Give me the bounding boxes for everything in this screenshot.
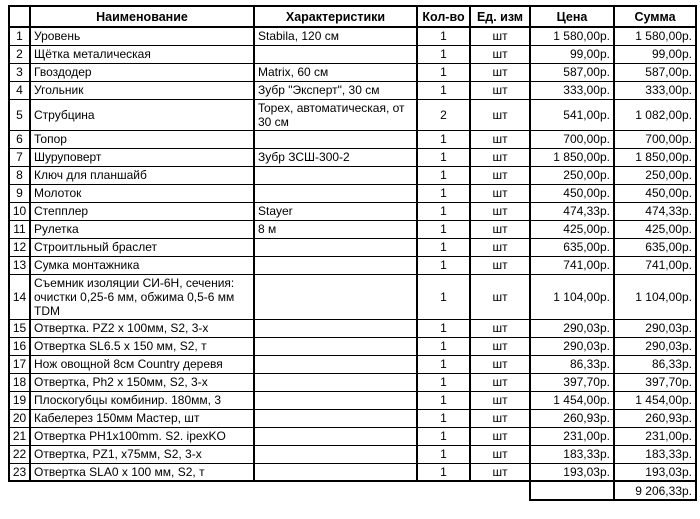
cell-unit: шт [470, 463, 530, 481]
table-row [9, 184, 696, 202]
cell-qty: 1 [417, 355, 470, 373]
cell-price: 1 454,00р. [530, 391, 614, 409]
cell-qty: 1 [417, 463, 470, 481]
price-table [8, 5, 697, 501]
cell-sum: 183,33р. [614, 445, 696, 463]
table-row [9, 445, 696, 463]
table-row [9, 355, 696, 373]
cell-spec [254, 463, 417, 481]
cell-qty: 1 [417, 220, 470, 238]
cell-unit: шт [470, 45, 530, 63]
table-body [9, 27, 696, 481]
cell-qty: 1 [417, 45, 470, 63]
cell-name: Плоскогубцы комбинир. 180мм, 3 [30, 391, 254, 409]
cell-unit: шт [470, 409, 530, 427]
cell-qty: 1 [417, 202, 470, 220]
cell-sum: 86,33р. [614, 355, 696, 373]
cell-qty: 1 [417, 427, 470, 445]
cell-unit: шт [470, 337, 530, 355]
table-row [9, 148, 696, 166]
cell-qty: 1 [417, 274, 470, 319]
cell-spec [254, 256, 417, 274]
cell-spec: Stabila, 120 см [254, 27, 417, 45]
cell-sum: 1 104,00р. [614, 274, 696, 319]
cell-price: 333,00р. [530, 81, 614, 99]
cell-name: Съемник изоляции СИ-6Н, сечения: очистки 0,25-6 мм, обжима 0,5-6 мм TDM [30, 274, 254, 319]
cell-price: 425,00р. [530, 220, 614, 238]
cell-unit: шт [470, 202, 530, 220]
cell-row-number: 19 [9, 391, 30, 409]
cell-spec [254, 409, 417, 427]
cell-name: Рулетка [30, 220, 254, 238]
header-cell-number [9, 6, 30, 27]
cell-row-number: 16 [9, 337, 30, 355]
cell-spec: Topex, автоматическая, от 30 см [254, 99, 417, 130]
cell-spec: Зубр ЗСШ-300-2 [254, 148, 417, 166]
cell-spec: Зубр "Эксперт", 30 см [254, 81, 417, 99]
table-row [9, 220, 696, 238]
cell-price: 1 104,00р. [530, 274, 614, 319]
cell-sum: 425,00р. [614, 220, 696, 238]
cell-sum: 450,00р. [614, 184, 696, 202]
cell-sum: 587,00р. [614, 63, 696, 81]
cell-qty: 1 [417, 319, 470, 337]
cell-name: Степплер [30, 202, 254, 220]
cell-sum: 260,93р. [614, 409, 696, 427]
table-row [9, 274, 696, 319]
total-sum-cell: 9 206,33р. [614, 481, 696, 500]
cell-name: Отвертка, PZ1, х75мм, S2, 3-х [30, 445, 254, 463]
cell-price: 183,33р. [530, 445, 614, 463]
table-row [9, 99, 696, 130]
header-cell-qty: Кол-во [417, 6, 470, 27]
cell-price: 541,00р. [530, 99, 614, 130]
cell-unit: шт [470, 166, 530, 184]
cell-row-number: 17 [9, 355, 30, 373]
cell-spec [254, 373, 417, 391]
cell-price: 260,93р. [530, 409, 614, 427]
cell-qty: 1 [417, 27, 470, 45]
cell-qty: 1 [417, 184, 470, 202]
cell-name: Угольник [30, 81, 254, 99]
cell-price: 193,03р. [530, 463, 614, 481]
cell-unit: шт [470, 148, 530, 166]
cell-unit: шт [470, 445, 530, 463]
cell-sum: 474,33р. [614, 202, 696, 220]
cell-sum: 1 454,00р. [614, 391, 696, 409]
cell-row-number: 9 [9, 184, 30, 202]
cell-sum: 1 580,00р. [614, 27, 696, 45]
cell-qty: 1 [417, 409, 470, 427]
cell-sum: 193,03р. [614, 463, 696, 481]
cell-name: Нож овощной 8см Country деревя [30, 355, 254, 373]
cell-spec [254, 319, 417, 337]
cell-spec: Matrix, 60 см [254, 63, 417, 81]
cell-qty: 1 [417, 445, 470, 463]
cell-sum: 290,03р. [614, 337, 696, 355]
cell-price: 290,03р. [530, 337, 614, 355]
cell-name: Отвертка PH1x100mm. S2. ipexKO [30, 427, 254, 445]
cell-qty: 1 [417, 148, 470, 166]
cell-qty: 2 [417, 99, 470, 130]
table-row [9, 63, 696, 81]
table-row [9, 27, 696, 45]
cell-sum: 1 082,00р. [614, 99, 696, 130]
cell-unit: шт [470, 27, 530, 45]
cell-qty: 1 [417, 238, 470, 256]
table-row [9, 409, 696, 427]
cell-unit: шт [470, 99, 530, 130]
cell-sum: 635,00р. [614, 238, 696, 256]
table-row [9, 319, 696, 337]
table-row [9, 202, 696, 220]
cell-spec [254, 355, 417, 373]
cell-sum: 99,00р. [614, 45, 696, 63]
cell-price: 231,00р. [530, 427, 614, 445]
cell-sum: 397,70р. [614, 373, 696, 391]
cell-name: Гвоздодер [30, 63, 254, 81]
cell-unit: шт [470, 319, 530, 337]
cell-spec [254, 130, 417, 148]
cell-qty: 1 [417, 166, 470, 184]
table-header-row [9, 6, 696, 27]
cell-spec [254, 337, 417, 355]
table-row [9, 427, 696, 445]
header-cell-unit: Ед. изм [470, 6, 530, 27]
cell-row-number: 12 [9, 238, 30, 256]
cell-price: 1 580,00р. [530, 27, 614, 45]
cell-unit: шт [470, 81, 530, 99]
cell-price: 397,70р. [530, 373, 614, 391]
cell-row-number: 18 [9, 373, 30, 391]
cell-name: Отвертка, Ph2 x 150мм, S2, 3-х [30, 373, 254, 391]
table-row [9, 373, 696, 391]
cell-row-number: 7 [9, 148, 30, 166]
cell-sum: 290,03р. [614, 319, 696, 337]
cell-price: 700,00р. [530, 130, 614, 148]
cell-row-number: 22 [9, 445, 30, 463]
cell-price: 635,00р. [530, 238, 614, 256]
cell-qty: 1 [417, 373, 470, 391]
cell-unit: шт [470, 274, 530, 319]
cell-unit: шт [470, 391, 530, 409]
cell-sum: 700,00р. [614, 130, 696, 148]
table-row [9, 391, 696, 409]
cell-unit: шт [470, 355, 530, 373]
table-row [9, 81, 696, 99]
cell-unit: шт [470, 130, 530, 148]
table-row [9, 45, 696, 63]
cell-name: Шуруповерт [30, 148, 254, 166]
table-row [9, 256, 696, 274]
cell-price: 741,00р. [530, 256, 614, 274]
cell-name: Ключ для планшайб [30, 166, 254, 184]
table-row [9, 337, 696, 355]
cell-spec [254, 274, 417, 319]
cell-name: Молоток [30, 184, 254, 202]
cell-price: 86,33р. [530, 355, 614, 373]
cell-row-number: 3 [9, 63, 30, 81]
cell-sum: 1 850,00р. [614, 148, 696, 166]
cell-unit: шт [470, 427, 530, 445]
cell-name: Сумка монтажника [30, 256, 254, 274]
cell-row-number: 11 [9, 220, 30, 238]
total-price-cell [530, 481, 614, 500]
cell-qty: 1 [417, 63, 470, 81]
cell-qty: 1 [417, 130, 470, 148]
cell-row-number: 2 [9, 45, 30, 63]
table-row [9, 238, 696, 256]
total-spacer [9, 481, 530, 500]
cell-price: 474,33р. [530, 202, 614, 220]
cell-row-number: 21 [9, 427, 30, 445]
cell-spec [254, 166, 417, 184]
cell-spec [254, 427, 417, 445]
cell-name: Струбцина [30, 99, 254, 130]
cell-row-number: 8 [9, 166, 30, 184]
cell-name: Отвертка SL6.5 x 150 мм, S2, т [30, 337, 254, 355]
cell-spec [254, 238, 417, 256]
header-cell-price: Цена [530, 6, 614, 27]
total-row [9, 481, 696, 500]
cell-price: 250,00р. [530, 166, 614, 184]
cell-name: Уровень [30, 27, 254, 45]
cell-price: 587,00р. [530, 63, 614, 81]
cell-sum: 333,00р. [614, 81, 696, 99]
cell-price: 1 850,00р. [530, 148, 614, 166]
cell-spec [254, 45, 417, 63]
cell-name: Топор [30, 130, 254, 148]
cell-spec: Stayer [254, 202, 417, 220]
cell-spec [254, 391, 417, 409]
cell-sum: 231,00р. [614, 427, 696, 445]
cell-name: Щётка металическая [30, 45, 254, 63]
cell-row-number: 23 [9, 463, 30, 481]
header-cell-name: Наименование [30, 6, 254, 27]
cell-name: Отвертка SLA0 x 100 мм, S2, т [30, 463, 254, 481]
cell-row-number: 10 [9, 202, 30, 220]
cell-spec: 8 м [254, 220, 417, 238]
cell-qty: 1 [417, 256, 470, 274]
cell-unit: шт [470, 256, 530, 274]
table-row [9, 130, 696, 148]
table-row [9, 166, 696, 184]
cell-price: 450,00р. [530, 184, 614, 202]
cell-name: Строитльный браслет [30, 238, 254, 256]
cell-price: 99,00р. [530, 45, 614, 63]
cell-sum: 250,00р. [614, 166, 696, 184]
cell-name: Отвертка. PZ2 x 100мм, S2, 3-х [30, 319, 254, 337]
cell-row-number: 13 [9, 256, 30, 274]
cell-row-number: 14 [9, 274, 30, 319]
cell-unit: шт [470, 63, 530, 81]
cell-name: Кабелерез 150мм Мастер, шт [30, 409, 254, 427]
cell-sum: 741,00р. [614, 256, 696, 274]
cell-price: 290,03р. [530, 319, 614, 337]
cell-unit: шт [470, 184, 530, 202]
cell-row-number: 1 [9, 27, 30, 45]
table-row [9, 463, 696, 481]
cell-qty: 1 [417, 81, 470, 99]
cell-unit: шт [470, 220, 530, 238]
cell-spec [254, 184, 417, 202]
cell-unit: шт [470, 238, 530, 256]
header-cell-spec: Характеристики [254, 6, 417, 27]
cell-unit: шт [470, 373, 530, 391]
cell-row-number: 6 [9, 130, 30, 148]
header-cell-sum: Сумма [614, 6, 696, 27]
cell-row-number: 20 [9, 409, 30, 427]
cell-row-number: 5 [9, 99, 30, 130]
cell-row-number: 4 [9, 81, 30, 99]
cell-row-number: 15 [9, 319, 30, 337]
cell-spec [254, 445, 417, 463]
cell-qty: 1 [417, 391, 470, 409]
cell-qty: 1 [417, 337, 470, 355]
